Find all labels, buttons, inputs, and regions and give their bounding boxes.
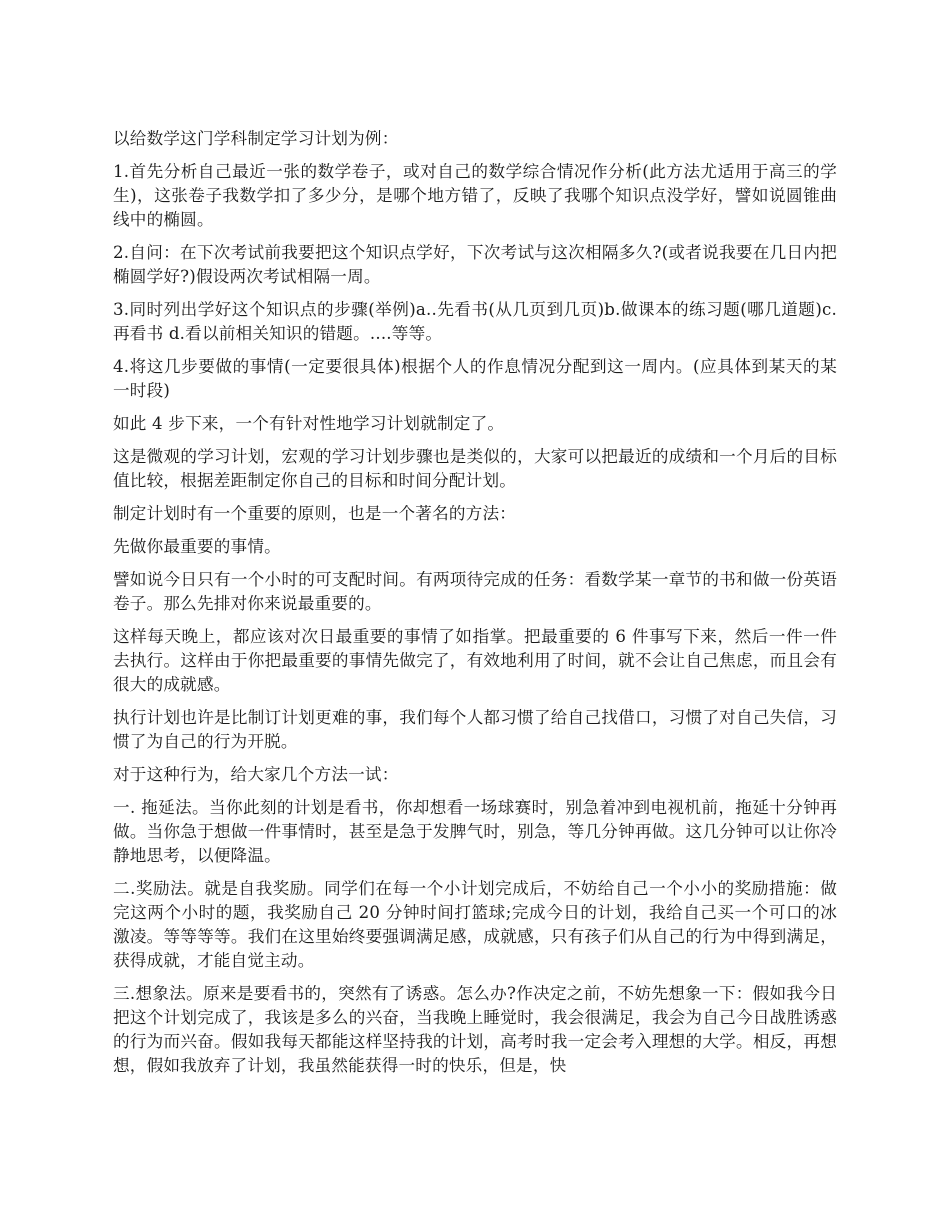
paragraph-step-4: 4.将这几步要做的事情(一定要很具体)根据个人的作息情况分配到这一周内。(应具体到某天的某一时段) [113,357,837,400]
paragraph-step-1: 1.首先分析自己最近一张的数学卷子，或对自己的数学综合情况作分析(此方法尤适用于高三的学生)，这张卷子我数学扣了多少分，是哪个地方错了，反映了我哪个知识点没学好，譬如说圆锥曲线中的椭圆。 [113,162,837,229]
document-page [113,127,837,1087]
paragraph-step-3: 3.同时列出学好这个知识点的步骤(举例)a..先看书(从几页到几页)b.做课本的练习题(哪几道题)c.再看书 d.看以前相关知识的错题。....等等。 [113,300,837,343]
paragraph-step-2: 2.自问：在下次考试前我要把这个知识点学好，下次考试与这次相隔多久?(或者说我要在几日内把椭圆学好?)假设两次考试相隔一周。 [113,243,837,286]
paragraph-execution: 执行计划也许是比制订计划更难的事，我们每个人都习惯了给自己找借口，习惯了对自己失信，习惯了为自己的行为开脱。 [113,708,837,751]
paragraph-summary: 如此 4 步下来，一个有针对性地学习计划就制定了。 [113,414,505,433]
paragraph-method-reward: 二.奖励法。就是自我奖励。同学们在每一个小计划完成后，不妨给自己一个小小的奖励措施：做完这两个小时的题，我奖励自己 20 分钟时间打篮球;完成今日的计划，我给自己买一个可口的冰激凌。等等等等。我们在这里始终要强调满足感，成就感，只有孩子们从自己的行为中得到满足，获得成就，才能自觉主动。 [113,879,837,970]
paragraph-principle: 制定计划时有一个重要的原则，也是一个著名的方法： [113,504,517,523]
paragraph-nightly: 这样每天晚上，都应该对次日最重要的事情了如指掌。把最重要的 6 件事写下来，然后一件一件去执行。这样由于你把最重要的事情先做完了，有效地利用了时间，就不会让自己焦虑，而且会有很大的成就感。 [113,627,837,694]
paragraph-methods-intro: 对于这种行为，给大家几个方法一试： [113,765,399,784]
paragraph-intro: 以给数学这门学科制定学习计划为例： [113,129,399,148]
paragraph-macro-plan: 这是微观的学习计划，宏观的学习计划步骤也是类似的，大家可以把最近的成绩和一个月后的目标值比较，根据差距制定你自己的目标和时间分配计划。 [113,447,837,490]
paragraph-example: 譬如说今日只有一个小时的可支配时间。有两项待完成的任务：看数学某一章节的书和做一份英语卷子。那么先排对你来说最重要的。 [113,570,837,613]
paragraph-method-delay: 一. 拖延法。当你此刻的计划是看书，你却想看一场球赛时，别急着冲到电视机前，拖延十分钟再做。当你急于想做一件事情时，甚至是急于发脾气时，别急，等几分钟再做。这几分钟可以让你冷静地思考，以便降温。 [113,798,837,865]
paragraph-method-imagine: 三.想象法。原来是要看书的，突然有了诱惑。怎么办?作决定之前，不妨先想象一下：假如我今日把这个计划完成了，我该是多么的兴奋，当我晚上睡觉时，我会很满足，我会为自己今日战胜诱惑的行为而兴奋。假如我每天都能这样坚持我的计划，高考时我一定会考入理想的大学。相反，再想想，假如我放弃了计划，我虽然能获得一时的快乐，但是，快 [113,984,837,1075]
paragraph-most-important: 先做你最重要的事情。 [113,537,281,556]
